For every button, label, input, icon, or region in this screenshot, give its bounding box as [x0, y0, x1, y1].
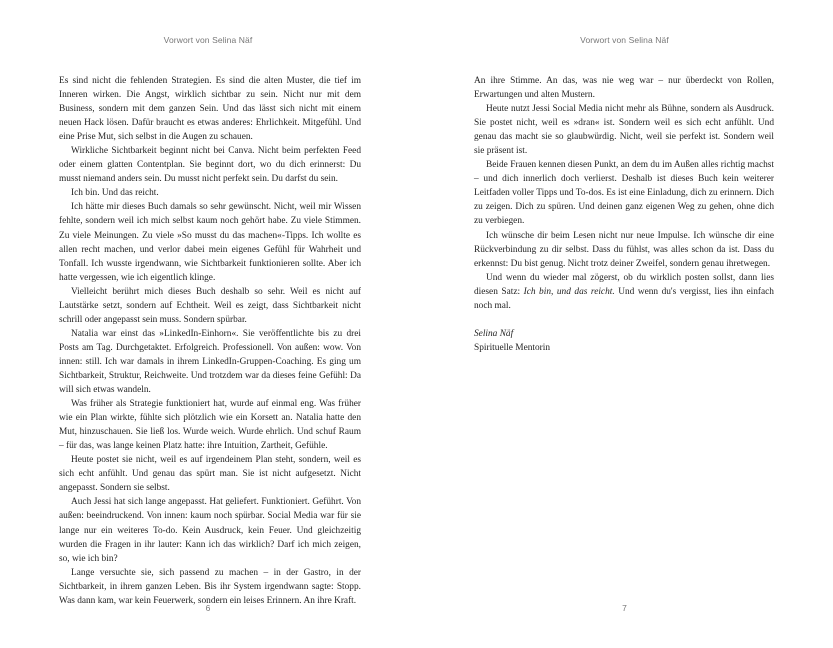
right-page [416, 0, 833, 648]
paragraph: An ihre Stimme. An das, was nie weg war – nur überdeckt von Rollen, Erwartungen und alten Mustern. [474, 76, 774, 101]
page-body-text [59, 74, 361, 608]
paragraph: Vielleicht berührt mich dieses Buch deshalb so sehr. Weil es nicht auf Lautstärke setzt, sondern auf Echtheit. Weil es zeigt, dass Sichtbarkeit nicht schrill oder angepasst sein muss. Sondern spürbar. [59, 286, 361, 325]
running-head: Vorwort von Selina Näf [580, 35, 669, 45]
paragraph: Heute nutzt Jessi Social Media nicht mehr als Bühne, sondern als Ausdruck. Sie postet nicht, weil es »dran« ist. Sondern weil es sich echt anfühlt. Und genau das macht sie so glaubwürdig. Nicht, weil sie perfekt ist. Sondern weil sie präsent ist. [474, 104, 774, 157]
paragraph: Es sind nicht die fehlenden Strategien. Es sind die alten Muster, die tief im Inneren wirken. Die Angst, wirklich sichtbar zu sein. Nicht nur mit dem Business, sondern mit dem ganzen Sein. Und das lässt sich nicht mit einem neuen Hack lösen. Dafür braucht es etwas anderes: Ehrlichkeit. Mitgefühl. Und eine Prise Mut, sich selbst in die Augen zu schauen. [59, 76, 361, 143]
paragraph: Was früher als Strategie funktioniert hat, wurde auf einmal eng. Was früher wie ein Plan wirkte, fühlte sich plötzlich wie ein Korsett an. Natalia hatte den Mut, hinzuschauen. Sie ließ los. Wurde weich. Wurde ehrlich. Und schuf Raum – für das, was lange keinen Platz hatte: ihre Intuition, Zartheit, Gefühle. [59, 399, 361, 452]
page-body-text [474, 74, 774, 355]
paragraph: Ich bin. Und das reicht. [71, 188, 159, 199]
page-number: 7 [622, 603, 627, 613]
author-role: Spirituelle Mentorin [474, 342, 551, 353]
paragraph: Auch Jessi hat sich lange angepasst. Hat geliefert. Funktioniert. Geführt. Von außen: beeindruckend. Von innen: kaum noch spürbar. Social Media war für sie lange nur ein weiteres To-do. Kein Ausdruck, kein Feuer. Und gleichzeitig wurden die Fragen in ihr lauter: Kann ich das wirklich? Darf ich mich zeigen, so, wie ich bin? [59, 497, 361, 564]
closing-paragraph [474, 271, 774, 313]
author-name: Selina Näf [474, 328, 514, 339]
paragraph: Ich hätte mir dieses Buch damals so sehr gewünscht. Nicht, weil mir Wissen fehlte, sondern weil ich mich selbst kaum noch gehört habe. Zu viele Stimmen. Zu viele Meinungen. Zu viele »So musst du das machen«-Tipps. Ich wollte es allen recht machen, und verlor dabei mein eigenes Gefühl für Wahrheit und Tonfall. Ich wusste irgendwann, wie Sichtbarkeit funktionieren sollte. Aber ich hatte vergessen, wie ich eigentlich klinge. [59, 202, 361, 283]
paragraph: Natalia war einst das »LinkedIn-Einhorn«. Sie veröffentlichte bis zu drei Posts am Tag. Durchgetaktet. Erfolgreich. Professionell. Von außen: wow. Von innen: still. Ich war damals in ihrem LinkedIn-Gruppen-Coaching. Es ging um Sichtbarkeit, Struktur, Reichweite. Und trotzdem war da dieses feine Gefühl: Da will sich etwas wandeln. [59, 328, 361, 396]
quoted-sentence: Ich bin, und das reicht. [523, 286, 615, 297]
running-head: Vorwort von Selina Näf [163, 35, 253, 45]
paragraph: Wirkliche Sichtbarkeit beginnt nicht bei Canva. Nicht beim perfekten Feed oder einem glatten Contentplan. Sie beginnt dort, wo du dich erinnerst: Du musst niemand anders sein. Du musst nicht perfekt sein. Du darfst du sein. [59, 146, 361, 185]
paragraph: Ich wünsche dir beim Lesen nicht nur neue Impulse. Ich wünsche dir eine Rückverbindung zu dir selbst. Dass du fühlst, was alles schon da ist. Dass du erkennst: Du bist genug. Nicht trotz deiner Zweifel, sondern genau ihretwegen. [474, 230, 774, 269]
closing-text-end: Und wenn du's vergisst, lies ihn einfach noch mal. [474, 286, 774, 311]
left-page [0, 0, 416, 648]
paragraph: Heute postet sie nicht, weil es auf irgendeinem Plan steht, sondern, weil es sich echt anfühlt. Und genau das spürt man. Sie ist nicht aufgesetzt. Nicht angepasst. Sondern sie selbst. [59, 455, 361, 494]
paragraph: Lange versuchte sie, sich passend zu machen – in der Gastro, in der Sichtbarkeit, in ihrem ganzen Leben. Bis ihr System irgendwann sagte: Stopp. Was dann kam, war kein Feuerwerk, sondern ein leises Erinnern. An ihre Kraft. [59, 567, 361, 606]
page-number: 6 [205, 603, 211, 613]
signature-block [474, 327, 774, 355]
closing-text: Und wenn du wieder mal zögerst, ob du wirklich posten sollst, dann lies diesen Satz: [474, 272, 774, 297]
paragraph: Beide Frauen kennen diesen Punkt, an dem du im Außen alles richtig machst – und dich innerlich doch verlierst. Deshalb ist dieses Buch kein weiterer Leitfaden voller Tipps und To-dos. Es ist eine Einladung, dich zu erinnern. Dich zu zeigen. Dich zu spüren. Und deinen ganz eigenen Weg zu gehen, ohne dich zu verbiegen. [474, 160, 774, 227]
